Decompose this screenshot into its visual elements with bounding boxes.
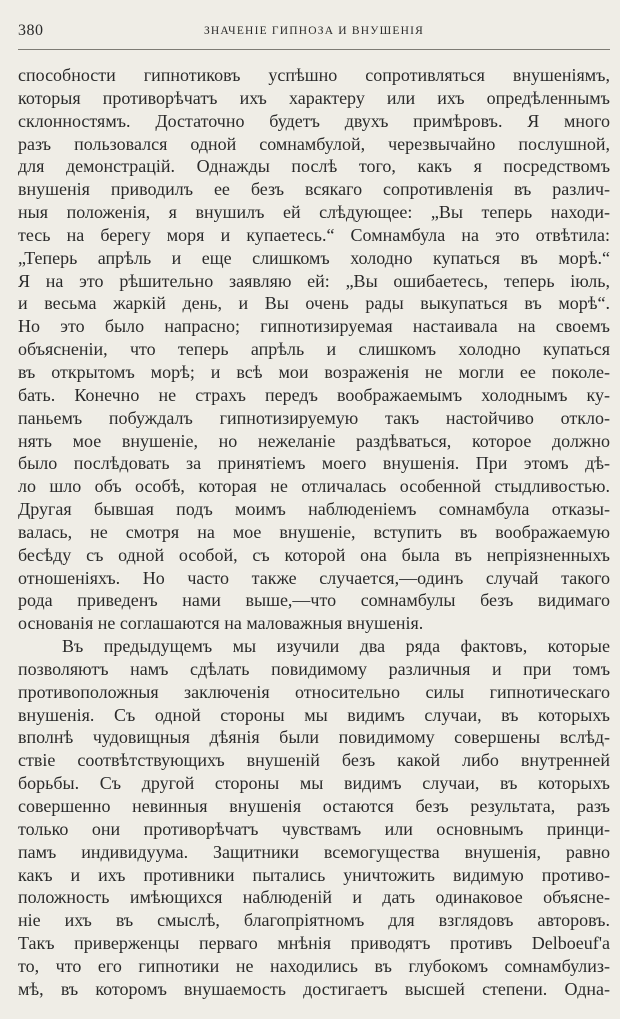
running-title: ЗНАЧЕНІЕ ГИПНОЗА И ВНУШЕНІЯ: [203, 25, 425, 37]
text-line: положность имѣющихся наблюденій и дать одинаковое объясне-: [18, 887, 610, 908]
text-line: было послѣдовать за принятіемъ моего внушенія. При этомъ дѣ-: [18, 453, 610, 474]
page-header: [18, 22, 610, 46]
page-number: 380: [18, 22, 44, 39]
text-line: Но это было напрасно; гипнотизируемая настаивала на своемъ: [18, 316, 610, 337]
paragraph-start-line: Въ предыдущемъ мы изучили два ряда фактовъ, которые: [62, 636, 610, 657]
text-line: противоположныя заключенія относительно силы гипнотическаго: [18, 681, 610, 702]
text-line: для демонстрацій. Однажды послѣ того, какъ я посредствомъ: [18, 156, 610, 177]
text-line: внушенія. Съ одной стороны мы видимъ случаи, въ которыхъ: [18, 704, 610, 725]
text-line: Я на это рѣшительно заявляю ей: „Вы ошибаетесь, теперь іюль,: [18, 270, 610, 291]
header-rule: [18, 49, 610, 50]
text-line: мѣ, въ которомъ внушаемость достигаетъ высшей степени. Одна-: [18, 978, 610, 999]
text-line: паньемъ побуждалъ гипнотизируемую такъ настойчиво откло-: [18, 407, 610, 428]
text-line: „Теперь апрѣль и еще слишкомъ холодно купаться въ морѣ.“: [18, 247, 610, 268]
text-line: ствіе соотвѣтствующихъ внушеній безъ какой либо внутренней: [18, 750, 610, 771]
text-line: нять мое внушеніе, но нежеланіе раздѣваться, которое должно: [18, 430, 610, 451]
text-line: отношеніяхъ. Но часто также случается,—одинъ случай такого: [18, 567, 610, 588]
text-line: разъ пользовался одной сомнамбулой, черезвычайно послушной,: [18, 133, 610, 154]
body-text: [18, 64, 610, 1001]
text-line: совершенно невинныя внушенія остаются безъ результата, разъ: [18, 796, 610, 816]
text-line: бать. Конечно не страхъ передъ воображаемымъ холоднымъ ку-: [18, 384, 610, 405]
text-line: въ открытомъ морѣ; и всѣ мои возраженія не могли ее поколе-: [18, 361, 610, 382]
text-line: валась, не смотря на мое внушеніе, вступить въ воображаемую: [18, 521, 610, 542]
text-line: борьбы. Съ другой стороны мы видимъ случаи, въ которыхъ: [18, 773, 610, 794]
text-line: только они противорѣчатъ чувствамъ или основнымъ принци-: [18, 818, 610, 839]
text-line: вполнѣ чудовищныя дѣянія были повидимому совершены вслѣд-: [18, 727, 610, 748]
text-line: Такъ приверженцы перваго мнѣнія приводятъ противъ Delboeuf'a: [18, 933, 610, 954]
text-line: ныя положенія, я внушилъ ей слѣдующее: „Вы теперь находи-: [18, 202, 610, 223]
text-line: ло шло объ особѣ, которая не отличалась особенной стыдливостью.: [18, 476, 610, 497]
text-line: позволяютъ намъ сдѣлать повидимому различныя и при томъ: [18, 658, 610, 679]
text-line: то, что его гипнотики не находились въ глубокомъ сомнамбулиз-: [18, 955, 610, 976]
text-line: склонностямъ. Достаточно будетъ двухъ примѣровъ. Я много: [18, 110, 610, 131]
text-line: внушенія приводилъ ее безъ всякаго сопротивленія въ различ-: [18, 179, 610, 200]
text-line: бесѣду съ одной особой, съ которой она была въ непріязненныхъ: [18, 544, 610, 565]
text-line: Другая бывшая подъ моимъ наблюденіемъ сомнамбула отказы-: [18, 499, 610, 520]
text-line: которыя противорѣчатъ ихъ характеру или ихъ опредѣленнымъ: [18, 87, 610, 108]
text-line: и весьма жаркій день, и Вы очень рады выкупаться въ морѣ“.: [18, 293, 610, 314]
text-line: объясненіи, что теперь апрѣль и слишкомъ холодно купаться: [18, 339, 610, 360]
text-line: рода приведенъ нами выше,—что сомнамбулы безъ видимаго: [18, 590, 610, 611]
text-line: способности гипнотиковъ успѣшно сопротивляться внушеніямъ,: [18, 65, 610, 85]
text-line: какъ и ихъ противники пытались уничтожить видимую противо-: [18, 864, 610, 885]
text-line: основанія не соглашаются на маловажныя внушенія.: [18, 613, 424, 634]
text-line: памъ индивидуума. Защитники всемогущества внушенія, равно: [18, 841, 610, 862]
text-line: ніе ихъ въ смыслѣ, благопріятномъ для взглядовъ авторовъ.: [18, 910, 610, 931]
text-line: тесь на берегу моря и купаетесь.“ Сомнамбула на это отвѣтила:: [18, 224, 610, 245]
